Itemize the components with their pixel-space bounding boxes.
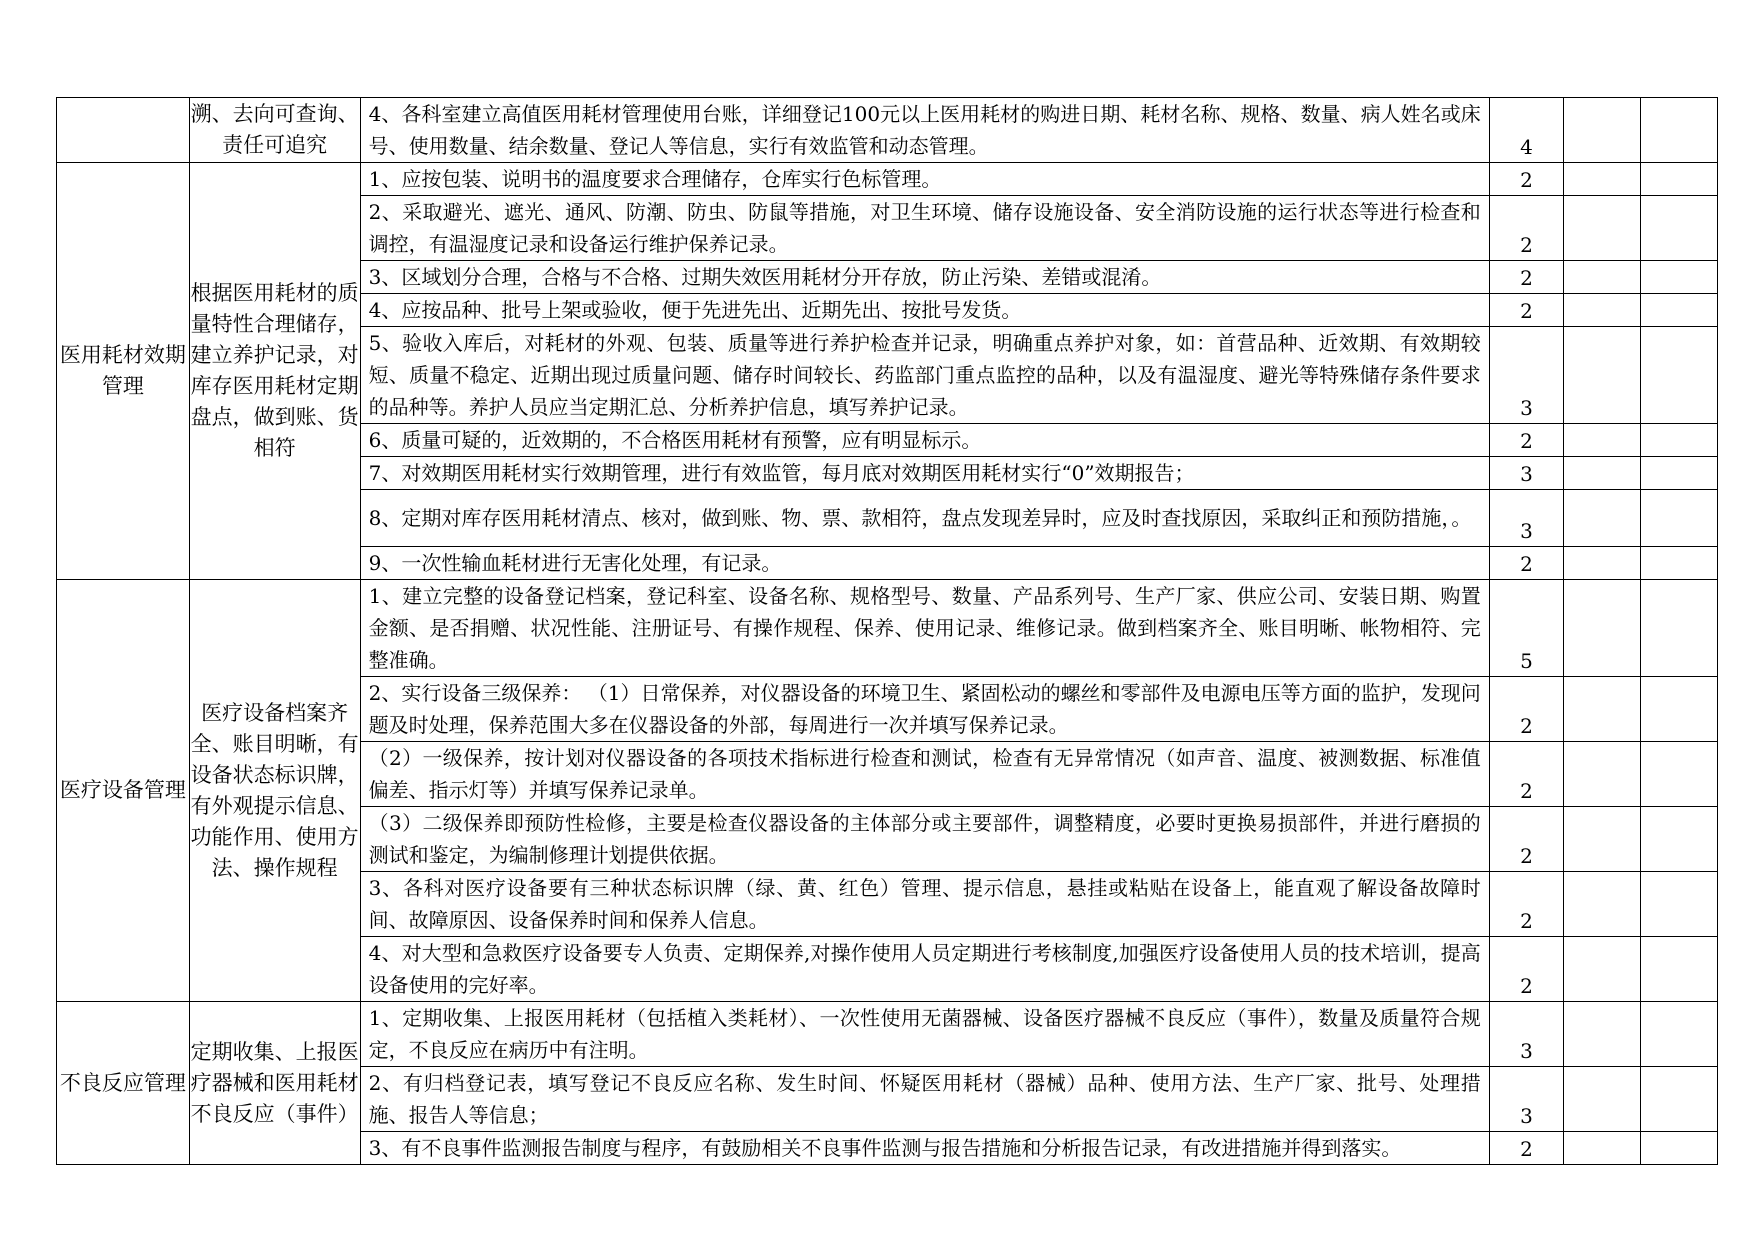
score-cell: 4: [1489, 98, 1563, 163]
empty-entry-cell[interactable]: [1564, 872, 1640, 937]
empty-entry-cell[interactable]: [1564, 424, 1640, 457]
item-text-cell: （2）一级保养，按计划对仪器设备的各项技术指标进行检查和测试，检查有无异常情况（如声音、温度、被测数据、标准值偏差、指示灯等）并填写保养记录单。: [360, 742, 1489, 807]
item-text-cell: 2、采取避光、遮光、通风、防潮、防虫、防鼠等措施，对卫生环境、储存设施设备、安全消防设施的运行状态等进行检查和调控，有温湿度记录和设备运行维护保养记录。: [360, 196, 1489, 261]
empty-entry-cell[interactable]: [1640, 424, 1717, 457]
empty-entry-cell[interactable]: [1640, 294, 1717, 327]
empty-entry-cell[interactable]: [1564, 1067, 1640, 1132]
table-row: [57, 98, 1718, 163]
item-text-cell: （3）二级保养即预防性检修，主要是检查仪器设备的主体部分或主要部件，调整精度，必要时更换易损部件，并进行磨损的测试和鉴定，为编制修理计划提供依据。: [360, 807, 1489, 872]
empty-entry-cell[interactable]: [1640, 937, 1717, 1002]
item-text-cell: 2、实行设备三级保养： （1）日常保养，对仪器设备的环境卫生、紧固松动的螺丝和零部件及电源电压等方面的监护，发现问题及时处理，保养范围大多在仪器设备的外部，每周进行一次并填写保养记录。: [360, 677, 1489, 742]
empty-entry-cell[interactable]: [1564, 1002, 1640, 1067]
requirement-cell: 溯、去向可查询、责任可追究: [189, 98, 360, 163]
empty-entry-cell[interactable]: [1564, 490, 1640, 547]
empty-entry-cell[interactable]: [1640, 872, 1717, 937]
score-cell: 2: [1489, 1132, 1563, 1165]
requirement-cell: 定期收集、上报医疗器械和医用耗材不良反应（事件）: [189, 1002, 360, 1165]
table-row: [57, 580, 1718, 677]
empty-entry-cell[interactable]: [1640, 457, 1717, 490]
score-cell: 3: [1489, 490, 1563, 547]
item-text-cell: 6、质量可疑的，近效期的，不合格医用耗材有预警，应有明显标示。: [360, 424, 1489, 457]
score-cell: 2: [1489, 872, 1563, 937]
score-cell: 2: [1489, 742, 1563, 807]
empty-entry-cell[interactable]: [1564, 677, 1640, 742]
item-text-cell: 1、应按包装、说明书的温度要求合理储存，仓库实行色标管理。: [360, 163, 1489, 196]
item-text-cell: 4、各科室建立高值医用耗材管理使用台账，详细登记100元以上医用耗材的购进日期、耗材名称、规格、数量、病人姓名或床号、使用数量、结余数量、登记人等信息，实行有效监管和动态管理。: [360, 98, 1489, 163]
empty-entry-cell[interactable]: [1640, 490, 1717, 547]
score-cell: 2: [1489, 937, 1563, 1002]
score-cell: 2: [1489, 196, 1563, 261]
empty-entry-cell[interactable]: [1564, 807, 1640, 872]
item-text-cell: 1、定期收集、上报医用耗材（包括植入类耗材）、一次性使用无菌器械、设备医疗器械不良反应（事件），数量及质量符合规定，不良反应在病历中有注明。: [360, 1002, 1489, 1067]
requirement-cell: 医疗设备档案齐全、账目明晰，有设备状态标识牌，有外观提示信息、功能作用、使用方法、操作规程: [189, 580, 360, 1002]
score-cell: 2: [1489, 261, 1563, 294]
score-cell: 3: [1489, 1067, 1563, 1132]
item-text-cell: 9、一次性输血耗材进行无害化处理，有记录。: [360, 547, 1489, 580]
score-cell: 2: [1489, 677, 1563, 742]
score-cell: 3: [1489, 457, 1563, 490]
score-cell: 2: [1489, 294, 1563, 327]
empty-entry-cell[interactable]: [1564, 742, 1640, 807]
empty-entry-cell[interactable]: [1640, 327, 1717, 424]
table-row: [57, 1002, 1718, 1067]
empty-entry-cell[interactable]: [1640, 1132, 1717, 1165]
empty-entry-cell[interactable]: [1640, 677, 1717, 742]
empty-entry-cell[interactable]: [1640, 547, 1717, 580]
item-text-cell: 4、应按品种、批号上架或验收，便于先进先出、近期先出、按批号发货。: [360, 294, 1489, 327]
score-cell: 3: [1489, 1002, 1563, 1067]
item-text-cell: 8、定期对库存医用耗材清点、核对，做到账、物、票、款相符，盘点发现差异时，应及时查找原因，采取纠正和预防措施，。: [360, 490, 1489, 547]
score-cell: 2: [1489, 547, 1563, 580]
empty-entry-cell[interactable]: [1564, 937, 1640, 1002]
empty-entry-cell[interactable]: [1640, 196, 1717, 261]
requirement-cell: 根据医用耗材的质量特性合理储存，建立养护记录，对库存医用耗材定期盘点，做到账、货相符: [189, 163, 360, 580]
item-text-cell: 5、验收入库后，对耗材的外观、包装、质量等进行养护检查并记录，明确重点养护对象，如：首营品种、近效期、有效期较短、质量不稳定、近期出现过质量问题、储存时间较长、药监部门重点监控的品种，以及有温湿度、避光等特殊储存条件要求的品种等。养护人员应当定期汇总、分析养护信息，填写养护记录。: [360, 327, 1489, 424]
empty-entry-cell[interactable]: [1564, 196, 1640, 261]
empty-entry-cell[interactable]: [1564, 163, 1640, 196]
empty-entry-cell[interactable]: [1640, 1002, 1717, 1067]
score-cell: 5: [1489, 580, 1563, 677]
category-cell: 医用耗材效期管理: [57, 163, 190, 580]
empty-entry-cell[interactable]: [1640, 261, 1717, 294]
empty-entry-cell[interactable]: [1564, 1132, 1640, 1165]
item-text-cell: 3、有不良事件监测报告制度与程序，有鼓励相关不良事件监测与报告措施和分析报告记录，有改进措施并得到落实。: [360, 1132, 1489, 1165]
score-cell: 2: [1489, 163, 1563, 196]
empty-entry-cell[interactable]: [1564, 98, 1640, 163]
empty-entry-cell[interactable]: [1564, 327, 1640, 424]
evaluation-table: [56, 97, 1718, 1165]
score-cell: 3: [1489, 327, 1563, 424]
score-cell: 2: [1489, 424, 1563, 457]
category-cell: [57, 98, 190, 163]
empty-entry-cell[interactable]: [1640, 98, 1717, 163]
category-cell: 不良反应管理: [57, 1002, 190, 1165]
empty-entry-cell[interactable]: [1564, 457, 1640, 490]
empty-entry-cell[interactable]: [1640, 163, 1717, 196]
item-text-cell: 1、建立完整的设备登记档案，登记科室、设备名称、规格型号、数量、产品系列号、生产厂家、供应公司、安装日期、购置金额、是否捐赠、状况性能、注册证号、有操作规程、保养、使用记录、维修记录。做到档案齐全、账目明晰、帐物相符、完整准确。: [360, 580, 1489, 677]
item-text-cell: 7、对效期医用耗材实行效期管理，进行有效监管，每月底对效期医用耗材实行“0”效期报告；: [360, 457, 1489, 490]
evaluation-table-body: [57, 98, 1718, 1165]
item-text-cell: 2、有归档登记表，填写登记不良反应名称、发生时间、怀疑医用耗材（器械）品种、使用方法、生产厂家、批号、处理措施、报告人等信息；: [360, 1067, 1489, 1132]
empty-entry-cell[interactable]: [1564, 294, 1640, 327]
category-cell: 医疗设备管理: [57, 580, 190, 1002]
score-cell: 2: [1489, 807, 1563, 872]
empty-entry-cell[interactable]: [1640, 742, 1717, 807]
table-row: [57, 163, 1718, 196]
item-text-cell: 3、区域划分合理，合格与不合格、过期失效医用耗材分开存放，防止污染、差错或混淆。: [360, 261, 1489, 294]
empty-entry-cell[interactable]: [1640, 807, 1717, 872]
item-text-cell: 3、各科对医疗设备要有三种状态标识牌（绿、黄、红色）管理、提示信息，悬挂或粘贴在设备上，能直观了解设备故障时间、故障原因、设备保养时间和保养人信息。: [360, 872, 1489, 937]
empty-entry-cell[interactable]: [1564, 261, 1640, 294]
empty-entry-cell[interactable]: [1564, 580, 1640, 677]
empty-entry-cell[interactable]: [1564, 547, 1640, 580]
empty-entry-cell[interactable]: [1640, 580, 1717, 677]
empty-entry-cell[interactable]: [1640, 1067, 1717, 1132]
item-text-cell: 4、对大型和急救医疗设备要专人负责、定期保养,对操作使用人员定期进行考核制度,加强医疗设备使用人员的技术培训，提高设备使用的完好率。: [360, 937, 1489, 1002]
